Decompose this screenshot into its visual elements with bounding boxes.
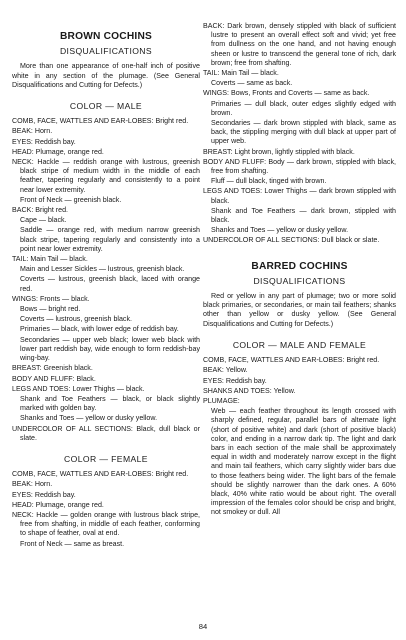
female-entry-continued: WINGS: Bows, Fronts and Coverts — same as back.: [203, 89, 370, 98]
male-entry: Shank and Toe Feathers — black, or black slightly marked with golden bay.: [20, 394, 200, 413]
male-entry: Primaries — black, with lower edge of reddish bay.: [20, 325, 179, 334]
female-entry-continued: BACK: Dark brown, densely stippled with black of sufficient lustre to present an overall effect soft and vivid; yet free from dullness on the one hand, and not having enough sheen or lustre to transcend the general tone of rich, dark brown; free from shafting.: [203, 22, 396, 67]
disqualifications-heading: DISQUALIFICATIONS: [59, 46, 153, 57]
female-entry-continued: BODY AND FLUFF: Body — dark brown, stippled with black, free from shafting.: [203, 157, 396, 176]
page-number: 84: [198, 622, 208, 631]
male-entry: Coverts — lustrous, greenish black, laced with orange red.: [20, 275, 200, 293]
male-entry: NECK: Hackle — reddish orange with lustrous, greenish black stripe of medium width in the middle of each feather, tapering regularly and consistently to a point near lower extremity.: [12, 158, 200, 194]
female-entry-continued: BREAST: Light brown, lightly stippled with black.: [203, 147, 355, 156]
male-female-entry: Web — each feather throughout its length crossed with sharply defined, regular, parallel bars of alternate light (short of positive white) and dark (short of positive black) color, and ending in a narrow dark tip. The light and dark bars in each section of the male shall be approximately equal in width and moderately narrow except in the flight and main tail feathers, which carry slightly wider bars due to those feathers being wider. The light bars of the female should be slightly narrower than the dark ones. A 60% black, 40% white ratio would be about right. The overall impression of the females color should be crisp and bright, not smokey or dull. All: [211, 407, 396, 517]
male-entry: COMB, FACE, WATTLES AND EAR-LOBES: Bright red.: [12, 117, 189, 126]
male-entry: BACK: Bright red.: [12, 206, 68, 215]
male-entry: LEGS AND TOES: Lower Thighs — black.: [12, 384, 145, 393]
female-entry-continued: Coverts — same as back.: [211, 79, 293, 88]
male-entry: Saddle — orange red, with medium narrow greenish black stripe, tapering regularly and consistently into a point near lower extremity.: [20, 226, 200, 253]
left-column: [12, 16, 200, 550]
disqualifications-text: More than one appearance of one-half inch of positive white in any section of the plumage. (See General Disqualifications and Cutting for Defects.): [12, 62, 200, 89]
male-entry: Secondaries — upper web black; lower web black with lower part reddish bay, wide enough to form reddish-bay wing-bay.: [20, 335, 200, 363]
female-entry-continued: LEGS AND TOES: Lower Thighs — dark brown stippled with black.: [203, 187, 396, 205]
female-entry-continued: TAIL: Main Tail — black.: [203, 69, 279, 78]
color-male-female-heading: COLOR — MALE AND FEMALE: [232, 339, 367, 350]
male-entry: Bows — bright red.: [20, 305, 81, 314]
male-entry: Cape — black.: [20, 216, 67, 225]
male-entry: Shanks and Toes — yellow or dusky yellow.: [20, 414, 158, 423]
male-entry: Front of Neck — greenish black.: [20, 195, 122, 204]
section-title-barred-cochins: BARRED COCHINS: [251, 260, 348, 272]
male-entry: BREAST: Greenish black.: [12, 364, 93, 373]
male-female-entry: COMB, FACE, WATTLES AND EAR-LOBES: Bright red.: [203, 356, 380, 365]
disqualifications-text: Red or yellow in any part of plumage; two or more solid black primaries, or secondaries, or main tail feathers; shanks other than yellow or dusky yellow. (See General Disqualifications and Cutting for Defects.): [203, 292, 396, 328]
male-entry: UNDERCOLOR OF ALL SECTIONS: Black, dull black or slate.: [12, 424, 200, 442]
disqualifications-heading: DISQUALIFICATIONS: [253, 275, 346, 286]
female-entry: HEAD: Plumage, orange red.: [12, 500, 104, 509]
female-entry-continued: UNDERCOLOR OF ALL SECTIONS: Dull black or slate.: [203, 236, 380, 245]
female-entry: NECK: Hackle — golden orange with lustrous black stripe, free from shafting, in middle of each feather, conforming to shape of feather, oval at end.: [12, 510, 200, 538]
color-male-heading: COLOR — MALE: [69, 101, 143, 112]
male-entry: HEAD: Plumage, orange red.: [12, 147, 104, 156]
male-entry: TAIL: Main Tail — black.: [12, 255, 88, 264]
female-entry-continued: Shank and Toe Feathers — dark brown, stippled with black.: [211, 206, 396, 225]
female-entry-continued: Fluff — dull black, tinged with brown.: [211, 177, 327, 186]
male-entry: Main and Lesser Sickles — lustrous, greenish black.: [20, 265, 185, 274]
male-entry: BEAK: Horn.: [12, 127, 53, 136]
female-entry: BEAK: Horn.: [12, 480, 53, 489]
male-entry: BODY AND FLUFF: Black.: [12, 374, 96, 383]
female-entry: COMB, FACE, WATTLES AND EAR-LOBES: Bright red.: [12, 470, 189, 479]
female-entry: EYES: Reddish bay.: [12, 490, 76, 499]
right-column: [203, 22, 396, 519]
female-entry-continued: Secondaries — dark brown stippled with black, same as back, the stippling merging with dull black at upper part of upper web.: [211, 119, 396, 146]
female-entry-continued: Shanks and Toes — yellow or dusky yellow.: [211, 226, 349, 235]
female-entry: Front of Neck — same as breast.: [20, 539, 125, 548]
male-entry: Coverts — lustrous, greenish black.: [20, 315, 132, 324]
male-female-entry: PLUMAGE:: [203, 396, 240, 405]
section-title-brown-cochins: BROWN COCHINS: [59, 31, 153, 42]
male-entry: EYES: Reddish bay.: [12, 137, 76, 146]
male-entry: WINGS: Fronts — black.: [12, 294, 90, 303]
male-female-entry: BEAK: Yellow.: [203, 366, 248, 375]
color-female-heading: COLOR — FEMALE: [64, 453, 148, 464]
male-female-entry: SHANKS AND TOES: Yellow.: [203, 386, 296, 395]
male-female-entry: EYES: Reddish bay.: [203, 376, 267, 385]
female-entry-continued: Primaries — dull black, outer edges slightly edged with brown.: [211, 99, 396, 117]
